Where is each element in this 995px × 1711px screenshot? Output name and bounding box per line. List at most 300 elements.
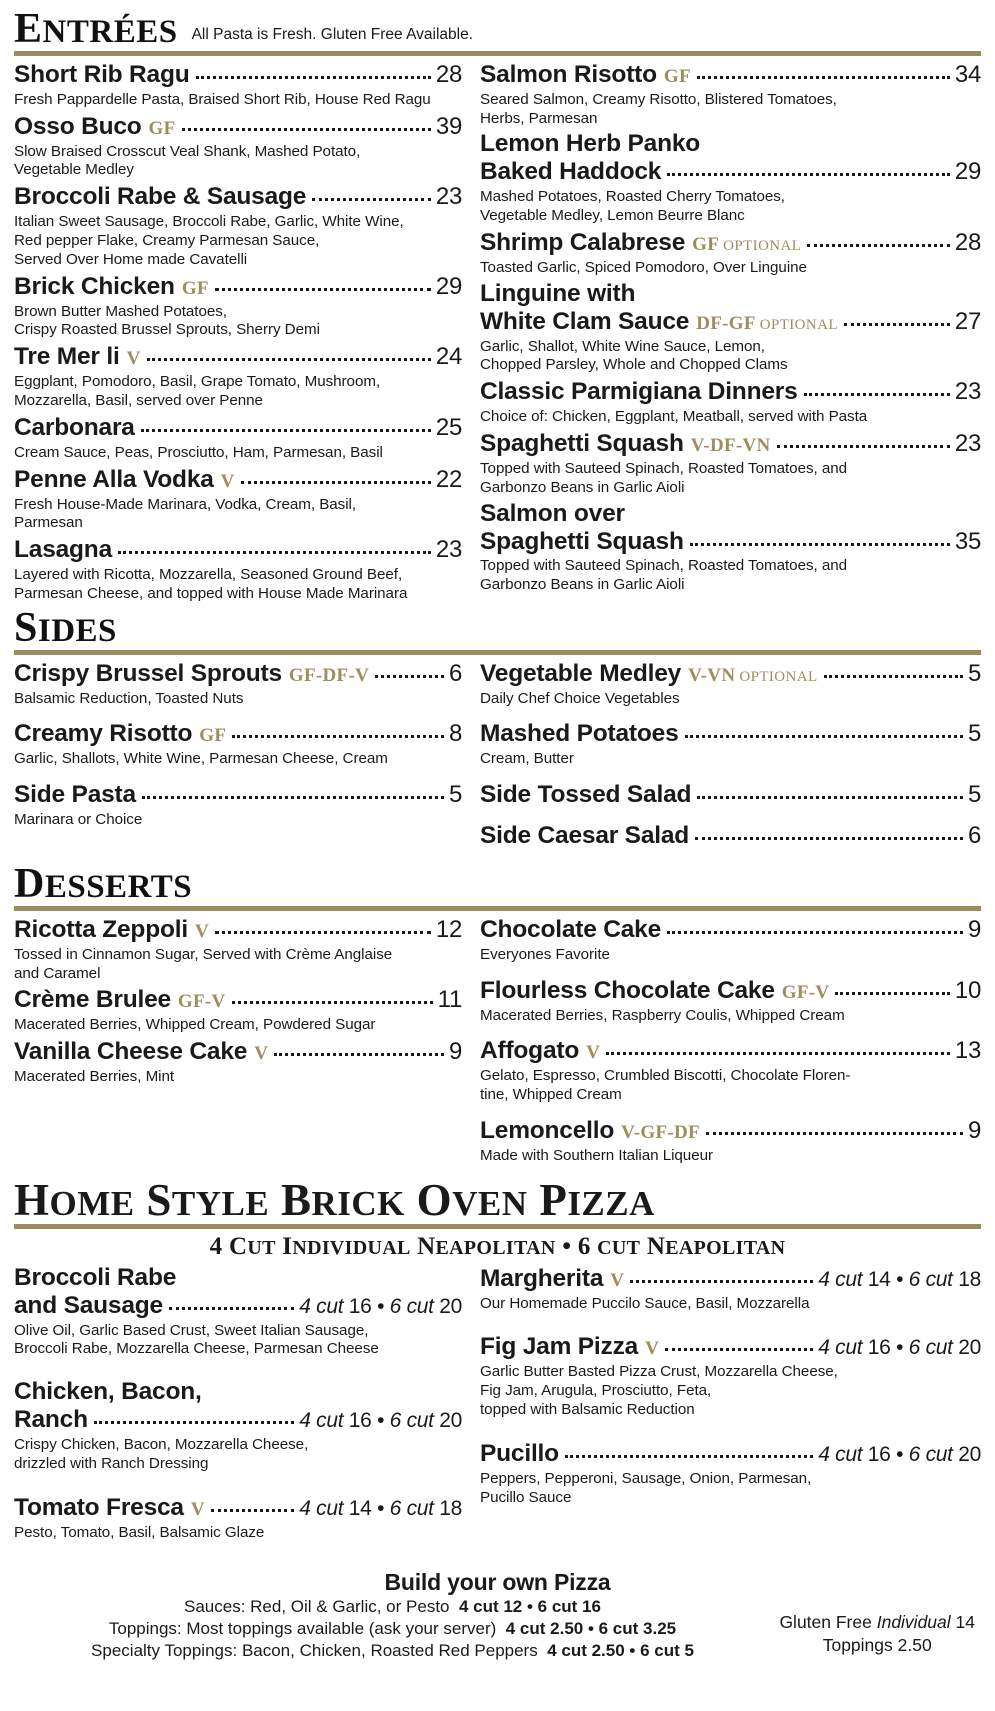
price-6cut-value: 20	[958, 1336, 981, 1360]
item-description	[480, 460, 981, 498]
item-name: Salmon Risotto	[480, 60, 657, 88]
item-desc-line: and Caramel	[14, 964, 101, 982]
item-price-line	[480, 528, 981, 557]
item-description	[480, 1363, 981, 1420]
price-4cut-value: 16	[348, 1409, 372, 1433]
menu-item	[14, 466, 462, 534]
item-title-block	[480, 501, 981, 557]
item-desc-line: Fresh Pappardelle Pasta, Braised Short Rib, House Red Ragu	[14, 90, 431, 108]
price-6cut-value: 18	[439, 1496, 462, 1520]
item-description	[480, 1007, 981, 1026]
item-desc-line: Pesto, Tomato, Basil, Balsamic Glaze	[14, 1523, 265, 1541]
dot-leader	[147, 358, 431, 361]
build-your-own-title: Build your own Pizza	[384, 1568, 611, 1595]
item-price: 6	[967, 822, 981, 850]
item-desc-line: Parmesan	[14, 514, 83, 532]
item-title-block	[480, 378, 981, 407]
item-price-line	[480, 660, 981, 689]
dot-leader	[274, 1053, 444, 1056]
dietary-tag-codes: V-VN	[688, 664, 736, 686]
item-price-line	[14, 781, 462, 810]
dietary-tag-codes: V-DF-VN	[690, 435, 771, 457]
dietary-tags	[614, 1123, 700, 1144]
item-title-block	[480, 229, 981, 258]
menu-item	[14, 183, 462, 269]
dot-leader	[706, 1132, 963, 1135]
item-price-line	[480, 378, 981, 407]
price-6cut: 6 cut	[389, 1294, 440, 1318]
menu-item	[14, 1379, 462, 1474]
item-description	[14, 566, 462, 604]
item-desc-line: Everyones Favorite	[480, 945, 610, 963]
item-price-line	[14, 183, 462, 212]
item-desc-line: Pucillo Sauce	[480, 1488, 572, 1506]
item-name: Osso Buco	[14, 112, 142, 140]
item-name: Tomato Fresca	[14, 1493, 184, 1521]
gluten-free-individual-em: Individual	[876, 1611, 951, 1632]
item-description	[480, 188, 981, 226]
dot-leader	[565, 1455, 813, 1458]
item-price: 12	[435, 915, 462, 943]
item-description	[14, 1524, 462, 1543]
dot-leader	[196, 76, 431, 79]
dietary-tag-codes: DF-GF	[696, 312, 756, 334]
item-price-line	[480, 308, 981, 337]
menu-item	[14, 414, 462, 463]
dot-leader	[215, 931, 431, 934]
item-name-line1: Lemon Herb Panko	[480, 130, 701, 158]
item-price-line	[480, 977, 981, 1006]
dot-leader	[215, 288, 431, 291]
item-desc-line: Served Over Home made Cavatelli	[14, 250, 248, 268]
item-description	[14, 1436, 462, 1474]
item-title-block	[14, 536, 462, 565]
build-your-own-section	[14, 1563, 981, 1662]
item-price: 4 cut 16 • 6 cut 20	[818, 1442, 981, 1466]
item-name: Spaghetti Squash	[480, 527, 684, 555]
item-price: 39	[435, 112, 462, 140]
item-price: 24	[435, 343, 462, 371]
item-description	[14, 303, 462, 341]
item-desc-line: Cream Sauce, Peas, Prosciutto, Ham, Parmesan, Basil	[14, 443, 383, 461]
item-desc-line: Macerated Berries, Raspberry Coulis, Whipped Cream	[480, 1006, 845, 1024]
item-price: 6	[448, 659, 462, 687]
build-your-own-row	[14, 1618, 771, 1640]
dietary-tags	[579, 1043, 600, 1064]
dietary-tag-codes: GF-DF-V	[288, 664, 370, 686]
menu-item	[14, 113, 462, 181]
dot-leader	[211, 1509, 294, 1512]
item-name: Margherita	[480, 1264, 604, 1292]
dietary-tag-codes: V	[254, 1043, 269, 1065]
item-price-line	[14, 536, 462, 565]
byo-row-label: Toppings: Most toppings available (ask your server)	[108, 1618, 497, 1638]
item-description	[480, 1470, 981, 1508]
dietary-tags	[282, 666, 369, 687]
dietary-tag-codes: V	[610, 1269, 625, 1291]
entrees-left-column	[14, 61, 462, 607]
item-name: Vegetable Medley	[480, 659, 682, 687]
item-name-line1: Salmon over	[480, 499, 625, 527]
menu-item	[480, 1265, 981, 1314]
menu-item	[480, 131, 981, 226]
item-price: 9	[967, 915, 981, 943]
menu-item	[480, 720, 981, 769]
item-price: 35	[954, 527, 981, 555]
item-desc-line: topped with Balsamic Reduction	[480, 1401, 695, 1419]
dot-leader	[232, 1001, 433, 1004]
item-desc-line: Garlic Butter Basted Pizza Crust, Mozzarella Cheese,	[480, 1363, 838, 1381]
item-price: 5	[967, 781, 981, 809]
menu-item	[480, 501, 981, 596]
pizza-subtitle: 4 CUT INDIVIDUAL NEAPOLITAN • 6 CUT NEAPOLITAN	[209, 1232, 786, 1260]
item-name: Side Pasta	[14, 781, 136, 809]
dietary-tag-codes: GF-V	[781, 981, 830, 1003]
build-your-own-row	[14, 1596, 771, 1618]
menu-item	[14, 1265, 462, 1360]
item-description	[480, 557, 981, 595]
dietary-tags	[684, 436, 771, 457]
item-name: Pucillo	[480, 1439, 559, 1467]
price-4cut: 4 cut	[818, 1267, 868, 1291]
item-desc-line: Eggplant, Pomodoro, Basil, Grape Tomato, Mushroom,	[14, 373, 381, 391]
section-title-entrees: ENTRÉES	[14, 6, 178, 52]
item-name: Side Tossed Salad	[480, 781, 692, 809]
item-price-line	[480, 822, 981, 851]
item-desc-line: Layered with Ricotta, Mozzarella, Seasoned Ground Beef,	[14, 566, 403, 584]
item-description	[14, 811, 462, 830]
dietary-tag-optional: OPTIONAL	[739, 668, 818, 685]
item-title-block	[14, 414, 462, 443]
item-price: 5	[448, 781, 462, 809]
item-desc-line: Macerated Berries, Whipped Cream, Powdered Sugar	[14, 1016, 376, 1034]
dietary-tags	[142, 119, 176, 140]
item-desc-line: Mashed Potatoes, Roasted Cherry Tomatoes,	[480, 188, 785, 206]
dot-leader	[807, 244, 950, 247]
dietary-tags	[689, 314, 838, 335]
item-name: Crispy Brussel Sprouts	[14, 659, 282, 687]
dietary-tag-codes: GF	[692, 234, 720, 256]
item-desc-line: Our Homemade Puccilo Sauce, Basil, Mozzarella	[480, 1294, 810, 1312]
item-description	[480, 1295, 981, 1314]
item-desc-line: Fresh House-Made Marinara, Vodka, Cream, Basil,	[14, 495, 357, 513]
entrees-note: All Pasta is Fresh. Gluten Free Available.	[191, 25, 474, 43]
item-price-line	[14, 1292, 462, 1321]
item-name: Spaghetti Squash	[480, 430, 684, 458]
price-4cut-value: 14	[867, 1267, 891, 1291]
dietary-tag-codes: GF	[663, 65, 691, 87]
item-price: 22	[435, 465, 462, 493]
item-price: 10	[954, 976, 981, 1004]
item-desc-line: Vegetable Medley	[14, 161, 134, 179]
dietary-tag-codes: GF	[199, 725, 227, 747]
item-name: Classic Parmigiana Dinners	[480, 378, 798, 406]
item-title-block	[480, 660, 981, 689]
menu-item	[480, 822, 981, 851]
desserts-left-column	[14, 916, 462, 1178]
menu-item	[14, 273, 462, 341]
price-6cut: 6 cut	[389, 1409, 440, 1433]
item-title-block	[480, 430, 981, 459]
gluten-free-individual-price: 14	[950, 1611, 975, 1632]
item-price-line	[480, 781, 981, 810]
item-desc-line: Red pepper Flake, Creamy Parmesan Sauce,	[14, 231, 320, 249]
dot-leader	[94, 1421, 294, 1424]
desserts-right-column	[480, 916, 981, 1178]
dietary-tag-codes: V	[190, 1498, 205, 1520]
price-4cut: 4 cut	[818, 1442, 868, 1466]
item-name: Ranch	[14, 1406, 88, 1434]
item-description	[480, 946, 981, 965]
dietary-tags	[214, 472, 235, 493]
item-price-line	[14, 343, 462, 372]
item-desc-line: Made with Southern Italian Liqueur	[480, 1146, 714, 1164]
item-name: Creamy Risotto	[14, 720, 193, 748]
item-desc-line: Herbs, Parmesan	[480, 109, 598, 127]
item-description	[14, 1068, 462, 1087]
price-6cut-value: 20	[439, 1409, 462, 1433]
byo-row-price: 4 cut 2.50 • 6 cut 3.25	[505, 1618, 677, 1638]
dot-leader	[375, 675, 444, 678]
item-name: Short Rib Ragu	[14, 60, 190, 88]
dietary-tag-codes: V	[220, 470, 235, 492]
item-description	[480, 259, 981, 278]
item-desc-line: Topped with Sauteed Spinach, Roasted Tomatoes, and	[480, 557, 848, 575]
menu-item	[14, 660, 462, 709]
menu-item	[14, 1038, 462, 1087]
byo-row-price: 4 cut 2.50 • 6 cut 5	[547, 1640, 694, 1660]
dietary-tag-codes: V	[194, 920, 209, 942]
item-price-line	[14, 1494, 462, 1523]
item-name: Broccoli Rabe & Sausage	[14, 183, 307, 211]
dietary-tag-codes: V-GF-DF	[621, 1121, 700, 1143]
item-price-line	[14, 113, 462, 142]
dot-leader	[118, 551, 431, 554]
menu-item	[480, 1440, 981, 1508]
price-6cut-value: 20	[958, 1442, 981, 1466]
item-name: Shrimp Calabrese	[480, 229, 686, 257]
price-4cut: 4 cut	[299, 1409, 349, 1433]
item-desc-line: Chopped Parsley, Whole and Chopped Clams	[480, 356, 788, 374]
price-4cut: 4 cut	[818, 1336, 868, 1360]
dietary-tag-codes: GF-V	[177, 991, 226, 1013]
pizza-section	[14, 1174, 981, 1563]
item-description	[14, 1016, 462, 1035]
item-description	[480, 408, 981, 427]
dietary-tags	[175, 279, 209, 300]
item-title-block	[14, 183, 462, 212]
dietary-tag-optional: OPTIONAL	[723, 238, 802, 255]
item-description	[14, 750, 462, 769]
item-price-line	[14, 61, 462, 90]
dot-leader	[697, 796, 963, 799]
item-name: and Sausage	[14, 1291, 163, 1319]
dot-leader	[182, 128, 431, 131]
item-desc-line: Cream, Butter	[480, 750, 574, 768]
item-title-block	[14, 916, 462, 945]
item-title-block	[14, 343, 462, 372]
item-description	[480, 338, 981, 376]
menu-item	[480, 1333, 981, 1419]
dot-leader	[844, 323, 950, 326]
menu-item	[14, 1494, 462, 1543]
byo-row-price: 4 cut 12 • 6 cut 16	[458, 1596, 601, 1616]
dot-leader	[232, 735, 444, 738]
item-price: 23	[954, 378, 981, 406]
dietary-tags	[171, 992, 226, 1013]
pizza-left-column	[14, 1265, 462, 1563]
item-name: White Clam Sauce	[480, 307, 690, 335]
item-name: Baked Haddock	[480, 158, 662, 186]
item-desc-line: Seared Salmon, Creamy Risotto, Blistered Tomatoes,	[480, 90, 837, 108]
item-price-line	[14, 916, 462, 945]
item-title-block	[480, 822, 981, 851]
item-desc-line: Choice of: Chicken, Eggplant, Meatball, served with Pasta	[480, 408, 868, 426]
item-title-block	[480, 1037, 981, 1066]
item-price: 28	[435, 60, 462, 88]
dot-leader	[835, 992, 950, 995]
item-title-block	[14, 1265, 462, 1321]
menu-item	[480, 378, 981, 427]
item-desc-line: Vegetable Medley, Lemon Beurre Blanc	[480, 207, 745, 225]
item-desc-line: Broccoli Rabe, Mozzarella Cheese, Parmesan Cheese	[14, 1340, 379, 1358]
item-price: 4 cut 14 • 6 cut 18	[299, 1496, 462, 1520]
item-name: Crème Brulee	[14, 986, 171, 1014]
item-price: 5	[967, 659, 981, 687]
build-your-own-row	[14, 1640, 771, 1662]
item-title-block	[14, 1038, 462, 1067]
item-name: Lasagna	[14, 536, 112, 564]
item-description	[14, 213, 462, 270]
item-title-block	[14, 781, 462, 810]
item-price: 9	[967, 1116, 981, 1144]
item-price: 9	[448, 1038, 462, 1066]
gluten-free-label: Gluten Free	[779, 1611, 877, 1632]
item-description	[480, 1147, 981, 1166]
dietary-tags	[685, 235, 801, 256]
dietary-tags	[247, 1044, 268, 1065]
item-price: 28	[954, 229, 981, 257]
item-title-block	[14, 1494, 462, 1523]
item-title-block	[480, 131, 981, 187]
menu-item	[14, 916, 462, 984]
item-name-line1: Broccoli Rabe	[14, 1263, 177, 1291]
desserts-header	[14, 863, 981, 905]
byo-row-label: Sauces: Red, Oil & Garlic, or Pesto	[184, 1596, 450, 1616]
gluten-free-toppings-line: Toppings 2.50	[822, 1635, 932, 1656]
pizza-right-column	[480, 1265, 981, 1563]
item-price: 29	[954, 158, 981, 186]
item-price: 4 cut 16 • 6 cut 20	[299, 1409, 462, 1433]
item-price: 4 cut 14 • 6 cut 18	[818, 1267, 981, 1291]
item-title-block	[480, 1265, 981, 1294]
price-6cut-value: 18	[958, 1267, 981, 1291]
item-description	[14, 373, 462, 411]
gluten-free-individual-line	[779, 1611, 975, 1635]
menu-item	[480, 229, 981, 278]
dot-leader	[142, 796, 444, 799]
dot-leader	[777, 445, 950, 448]
item-price-line	[480, 916, 981, 945]
item-price-line	[14, 720, 462, 749]
dot-leader	[667, 931, 963, 934]
dietary-tags	[192, 726, 226, 747]
item-price-line	[14, 1406, 462, 1435]
item-title-block	[14, 113, 462, 142]
menu-item	[480, 977, 981, 1026]
item-name-line1: Linguine with	[480, 279, 636, 307]
item-price: 25	[435, 413, 462, 441]
item-name: Penne Alla Vodka	[14, 465, 214, 493]
item-price-line	[480, 229, 981, 258]
item-desc-line: Crispy Chicken, Bacon, Mozzarella Cheese,	[14, 1436, 309, 1454]
menu-item	[14, 536, 462, 604]
item-price-line	[480, 61, 981, 90]
entrees-header	[14, 8, 981, 50]
item-description	[480, 1067, 981, 1105]
item-desc-line: Peppers, Pepperoni, Sausage, Onion, Parmesan,	[480, 1469, 812, 1487]
item-desc-line: Topped with Sauteed Spinach, Roasted Tomatoes, and	[480, 459, 848, 477]
menu-item	[480, 660, 981, 709]
item-description	[14, 496, 462, 534]
price-6cut-value: 20	[439, 1294, 462, 1318]
dietary-tags	[188, 922, 209, 943]
entrees-section	[14, 8, 981, 607]
dietary-tags	[120, 349, 141, 370]
dot-leader	[606, 1052, 950, 1055]
dot-leader	[630, 1280, 813, 1283]
item-desc-line: Slow Braised Crosscut Veal Shank, Mashed Potato,	[14, 142, 361, 160]
item-price-line	[14, 414, 462, 443]
item-desc-line: Olive Oil, Garlic Based Crust, Sweet Italian Sausage,	[14, 1321, 369, 1339]
item-price: 23	[954, 430, 981, 458]
price-6cut: 6 cut	[908, 1267, 959, 1291]
dietary-tag-codes: V	[126, 348, 141, 370]
dietary-tag-optional: OPTIONAL	[759, 316, 838, 333]
item-title-block	[480, 281, 981, 337]
item-price: 34	[954, 60, 981, 88]
item-desc-line: Gelato, Espresso, Crumbled Biscotti, Chocolate Floren-	[480, 1067, 851, 1085]
menu-item	[14, 986, 462, 1035]
item-price-line	[480, 1037, 981, 1066]
price-4cut: 4 cut	[299, 1294, 349, 1318]
menu-item	[480, 430, 981, 498]
item-desc-line: Garlic, Shallot, White Wine Sauce, Lemon,	[480, 337, 765, 355]
dot-leader	[241, 481, 431, 484]
item-desc-line: Garlic, Shallots, White Wine, Parmesan Cheese, Cream	[14, 750, 388, 768]
item-price: 13	[954, 1037, 981, 1065]
price-4cut-value: 16	[867, 1442, 891, 1466]
item-name: Fig Jam Pizza	[480, 1333, 639, 1361]
item-name: Brick Chicken	[14, 272, 175, 300]
item-title-block	[480, 1440, 981, 1469]
item-price-line	[480, 1440, 981, 1469]
dietary-tags	[657, 67, 691, 88]
menu-item	[480, 281, 981, 376]
item-name: Affogato	[480, 1037, 580, 1065]
item-description	[14, 444, 462, 463]
dietary-tag-codes: GF	[148, 117, 176, 139]
item-desc-line: Italian Sweet Sausage, Broccoli Rabe, Garlic, White Wine,	[14, 213, 404, 231]
menu-item	[480, 1117, 981, 1166]
dot-leader	[695, 837, 963, 840]
item-name: Tre Mer li	[14, 343, 120, 371]
menu-item	[480, 916, 981, 965]
item-price-line	[480, 430, 981, 459]
dot-leader	[824, 675, 963, 678]
menu-item	[14, 781, 462, 830]
dot-leader	[685, 735, 963, 738]
